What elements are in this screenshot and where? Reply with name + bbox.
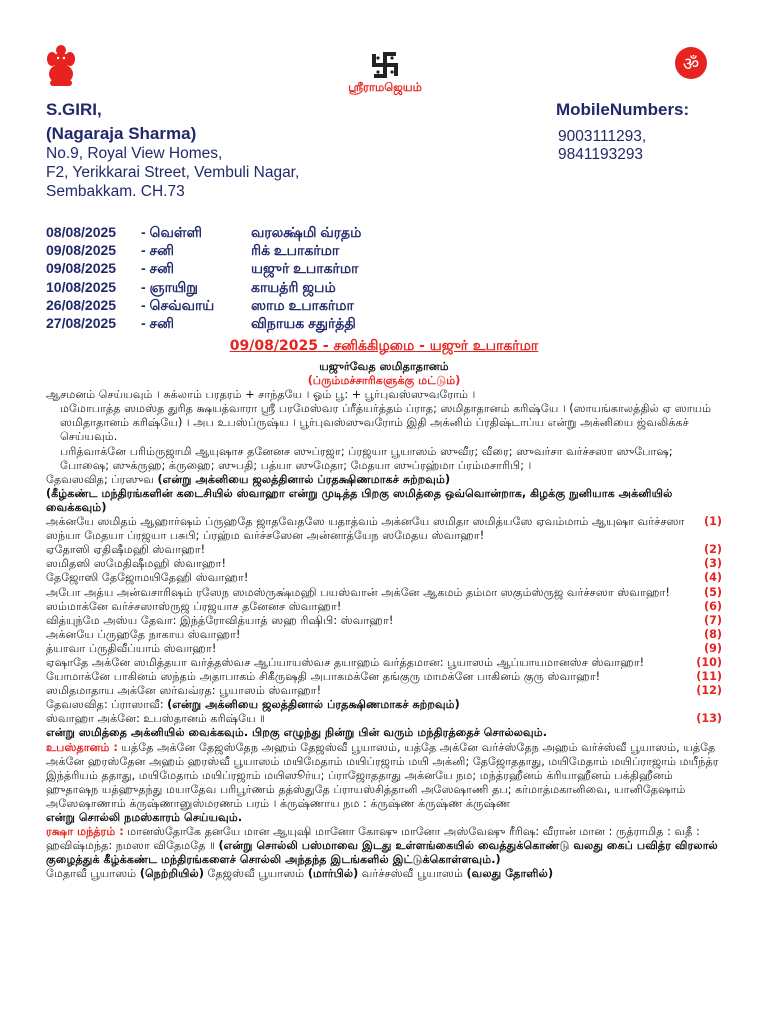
paragraph xyxy=(46,628,722,642)
festival-schedule xyxy=(46,223,361,332)
paragraph-text: (கீழ்கண்ட மந்திரங்களின் கடைசியில் ஸ்வாஹா என்று முடித்த பிறகு ஸமித்தை ஒவ்வொன்றாக, கிழக்கு நுனியாக அக்னியில் வைக்கவும்) xyxy=(46,486,673,514)
mantra-number: (7) xyxy=(703,613,722,627)
schedule-row: 08/08/2025 - வெள்ளி வரலக்ஷ்மி வ்ரதம் xyxy=(46,224,362,240)
paragraph-text: மானஸ்தோகே தனயே மான ஆயுஷி மானோ கோஷு மானோ அஸ்வேஷு ரீரிஷ: வீரான் மான : ருத்ராமித : வதீ : ஹவிஷ்மந்த: நமஸா விதேமதே ॥ xyxy=(46,825,700,853)
paragraph xyxy=(46,586,722,600)
section-subtitle: யஜுர்வேத ஸமிதாதானம் xyxy=(319,360,449,373)
schedule-row: 10/08/2025 - ஞாயிறு காயத்ரி ஜபம் xyxy=(46,278,336,295)
paragraph xyxy=(46,867,722,881)
paragraph-text: ஸம்மாக்னே வர்ச்சஸாஸ்ருஜ ப்ரஜயாச தனேனச ஸ்வாஹா! xyxy=(46,599,342,613)
om-icon xyxy=(674,46,708,80)
paragraph-text: த்யாவா ப்ருதிவீப்யாம் ஸ்வாஹா! xyxy=(46,641,217,655)
mantra-number: (3) xyxy=(703,557,722,571)
paragraph-text: மேதாவீ பூயாஸம் xyxy=(46,867,140,881)
paragraph-text: என்று ஸமித்தை அக்னியில் வைக்கவும். பிறகு எழுந்து நின்று பின் வரும் மந்திரத்தைச் சொல்லவும். xyxy=(46,726,547,740)
schedule-row: 09/08/2025 - சனி ரிக் உபாகர்மா xyxy=(46,242,340,259)
mobile-number-1: 9003111293, xyxy=(558,128,647,145)
mantra-number: (4) xyxy=(703,571,722,585)
ganesha-icon xyxy=(44,44,78,88)
paragraph xyxy=(46,600,722,614)
paragraph xyxy=(46,487,722,515)
paragraph-text: தேவஸவித: ப்ராஸாவீ: xyxy=(46,698,168,712)
mobile-label: MobileNumbers: xyxy=(556,100,690,119)
paragraph-text: ஸமிதஸி ஸமேதிஷீமஹி ஸ்வாஹா! xyxy=(46,557,226,571)
paragraph xyxy=(46,642,722,656)
paragraph xyxy=(46,402,722,444)
section-title: 09/08/2025 - சனிக்கிழமை - யஜுர் உபாகர்மா xyxy=(229,338,539,354)
paragraph-list xyxy=(46,388,722,881)
mantra-number: (8) xyxy=(703,627,722,641)
section-note: (ப்ரும்மச்சாரிகளுக்கு மட்டும்) xyxy=(307,374,461,388)
paragraph-text: பரித்வாக்னே பரிம்ருஜாமி ஆயுஷாச தனேனச ஸுப்ரஜா; ப்ரஜயா பூயாஸம் ஸுவீர; வீரை; ஸுவர்சா வர்ச்சஸா ஸுபோஷ; போஷை; ஸுக்ருஹ; க்ருஹை; ஸுபதி; பத்யா ஸுமேதா; மேதயா ஸுப்ரஹ்மா ப்ரம்மசாரிபி; । xyxy=(60,444,673,472)
mantra-number: (13) xyxy=(696,712,722,726)
paragraph-text: வித்யுந்மே அஸ்ய தேவா: இந்த்ரோவித்யாத் ஸஹ ரிஷிபி: ஸ்வாஹா! xyxy=(46,613,394,627)
schedule-row: 26/08/2025 - செவ்வாய் ஸாம உபாகர்மா xyxy=(46,296,354,313)
sender-name: S.GIRI, xyxy=(46,100,102,119)
paragraph xyxy=(46,473,722,487)
mantra-number: (1) xyxy=(703,515,722,529)
paragraph-text: வர்ச்சஸ்வீ பூயாஸம் xyxy=(358,867,467,881)
svg-text:ॐ: ॐ xyxy=(682,54,700,75)
address-line-1: No.9, Royal View Homes, xyxy=(46,145,223,162)
paragraph xyxy=(46,614,722,628)
paragraph-text: ஆசமனம் செய்யவும் । சுக்லாம் பரதரம் + சாந்தயே । ஓம் பூ: + பூர்புவஸ்ஸுவரோம் । xyxy=(46,388,476,402)
mantra-number: (2) xyxy=(703,543,722,557)
paragraph-text: தேவஸவித; ப்ரஸுவ xyxy=(46,472,158,486)
paragraph xyxy=(46,515,722,543)
mantra-number: (9) xyxy=(703,641,722,655)
paragraph-label: ரக்ஷா மந்த்ரம் : xyxy=(46,825,124,839)
shri-rama-jayam-caption: ஸ்ரீராமஜெயம் xyxy=(348,80,422,94)
address-line-2: F2, Yerikkarai Street, Vembuli Nagar, xyxy=(46,164,300,181)
paragraph-text: ஏஷாதே அக்னே ஸமித்தயா வர்த்தஸ்வச ஆப்யாயஸ்வச தயாஹம் வர்த்தமான: பூயாஸம் ஆப்யாயமானஸ்ச ஸ்வாஹா! xyxy=(46,655,645,669)
instruction-text: (வலது தோளில்) xyxy=(466,867,554,881)
paragraph-text: ஏதோஸி ஏதிஷீமஹி ஸ்வாஹா! xyxy=(46,543,206,557)
paragraph-text: ஸ்வாஹா அக்னே: உபஸ்தானம் கரிஷ்யே ॥ xyxy=(46,712,266,726)
mantra-number: (12) xyxy=(696,684,722,698)
paragraph-text: தேஜோஸி தேஜோமயிதேஹி ஸ்வாஹா! xyxy=(46,571,249,585)
paragraph xyxy=(46,543,722,557)
mobile-number-2: 9841193293 xyxy=(558,146,644,163)
paragraph-text: அபோ அத்ய அன்வசாரிஷம் ரஸேந ஸமஸ்ருக்ஷ்மஹி பயஸ்வான் அக்னே ஆகமம் தம்மா ஸகும்ஸ்ருஜ வர்ச்சஸா ஸ்வாஹா! xyxy=(46,585,670,599)
paragraph xyxy=(46,670,722,684)
mantra-number: (5) xyxy=(703,585,722,599)
paragraph-text: அக்னயே ப்ருஹதே நாகாய ஸ்வாஹா! xyxy=(46,627,241,641)
paragraph xyxy=(46,698,722,712)
instruction-text: (மார்பில்) xyxy=(307,867,359,881)
paragraph xyxy=(46,388,722,402)
instruction-text: (என்று அக்னியை ஜலத்தினால் ப்ரதக்ஷிணமாகச் சுற்றவும்) xyxy=(167,698,460,712)
schedule-row: 27/08/2025 - சனி விநாயக சதுர்த்தி xyxy=(46,314,356,331)
paragraph-text: ஸமிதமாதாய அக்னே ஸர்வவ்ரத: பூயாஸம் ஸ்வாஹா! xyxy=(46,684,322,698)
mantra-number: (11) xyxy=(696,670,722,684)
mantra-number: (6) xyxy=(703,599,722,613)
schedule-row: 09/08/2025 - சனி யஜுர் உபாகர்மா xyxy=(46,260,359,277)
paragraph xyxy=(46,571,722,585)
paragraph xyxy=(46,726,722,740)
mantra-number: (10) xyxy=(696,655,722,669)
ritual-text xyxy=(46,360,722,881)
sender-alias: (Nagaraja Sharma) xyxy=(46,124,197,143)
swastika-icon xyxy=(370,50,400,80)
paragraph xyxy=(46,557,722,571)
instruction-text: (என்று அக்னியை ஜலத்தினால் ப்ரதக்ஷிணமாகச் சுற்றவும்) xyxy=(157,472,451,486)
instruction-text: (நெற்றியில்) xyxy=(139,867,204,881)
paragraph-text: யத்தே அக்னே தேஜஸ்தேந அஹம் தேஜஸ்வீ பூயாஸம், யத்தே அக்னே வர்ச்ஸ்தேந அஹம் வர்ச்ஸ்வீ பூயாஸம், யத்தே அக்னே ஹரஸ்தேன அஹம் ஹரஸ்வீ பூயாஸம் மயிமேதாம் மயிப்ரஜாம் மயி அக்னி; தேஜோததாது, மயிமேதாம் மயிப்ராஜாம் மயீந்த்ர இந்த்ரியம் ததாது, மயிமேதாம் மயிப்ரஜாம் மயிஸூர்ய; ப்ராஜோததாது அக்னயே நம; மந்த்ரஹீனம் க்ரியாஹீனம் பக்திஹீனம் ஹுதாஷந யத்ஹுதந்து மயாதேவ பரிபூர்ணம் தத்ஸ்துதே ப்ராயஸ்சித்தானி அஸேஷாணி தப; கர்மாத்மகானிவை, யானிதேஷாம் அஸேஷாணாம் க்ருஷ்ணானுஸ்மரணம் பரம் । க்ருஷ்ணாய நம : க்ருஷ்ண க்ருஷ்ண க்ருஷ்ண xyxy=(46,740,719,810)
paragraph xyxy=(46,445,722,473)
instruction-text: (என்று சொல்லி பஸ்மாவை இடது உள்ளங்கையில் வைத்துக்கொண்டு வலது கைப் பவித்ர விரலால் குழைத்துக் கீழ்க்கண்ட மந்திரங்களைச் சொல்லி அந்தந்த இடங்களில் இட்டுக்கொள்ளவும்.) xyxy=(46,839,718,867)
paragraph xyxy=(46,712,722,726)
paragraph xyxy=(46,811,722,825)
paragraph-label: உபஸ்தானம் : xyxy=(46,740,118,754)
paragraph xyxy=(46,741,722,811)
paragraph-text: என்று சொல்லி நமஸ்காரம் செய்யவும். xyxy=(46,811,243,824)
paragraph-text: மமோபாத்த ஸமஸ்த துரித க்ஷயத்வாரா ஸ்ரீ பரமேஸ்வர ப்ரீத்யர்த்தம் ப்ராத; ஸமிதாதானம் கரிஷ்யே । (ஸாயங்காலத்தில் ஏ ஸாயம் ஸமிதாதானம் கரிஷ்யே) । அப உபஸ்ப்ருஷ்ய । பூர்புவஸ்ஸுவரோம் இதி அக்னிம் ப்ரதிஷ்டாப்ய என்று அக்னியை ஜ்வலிக்கச் செய்யவும். xyxy=(60,402,712,444)
paragraph-text: யோமாக்னே பாகினம் ஸந்தம் அதாபாகம் சிகீருஷதி அபாகமக்னே தங்குரு மாமக்னே பாகினம் குரு ஸ்வாஹா! xyxy=(46,670,601,684)
paragraph-text: தேஜஸ்வீ பூயாஸம் xyxy=(203,867,308,881)
paragraph xyxy=(46,684,722,698)
address-line-3: Sembakkam. CH.73 xyxy=(46,183,185,200)
paragraph-text: அக்னயே ஸமிதம் ஆஹார்ஷம் ப்ருஹதே ஜாதவேதஸே யதாத்வம் அக்னயே ஸமிதா ஸமித்யஸே ஏவம்மாம் ஆயுஷா வர்ச்சஸா ஸந்யா மேதயா ப்ரஜயா பசுபி; ப்ரஹ்ம வர்ச்சஸேன அன்னாத்யேந ஸமேதய ஸ்வாஹா! xyxy=(46,515,685,543)
paragraph xyxy=(46,825,722,867)
paragraph xyxy=(46,656,722,670)
